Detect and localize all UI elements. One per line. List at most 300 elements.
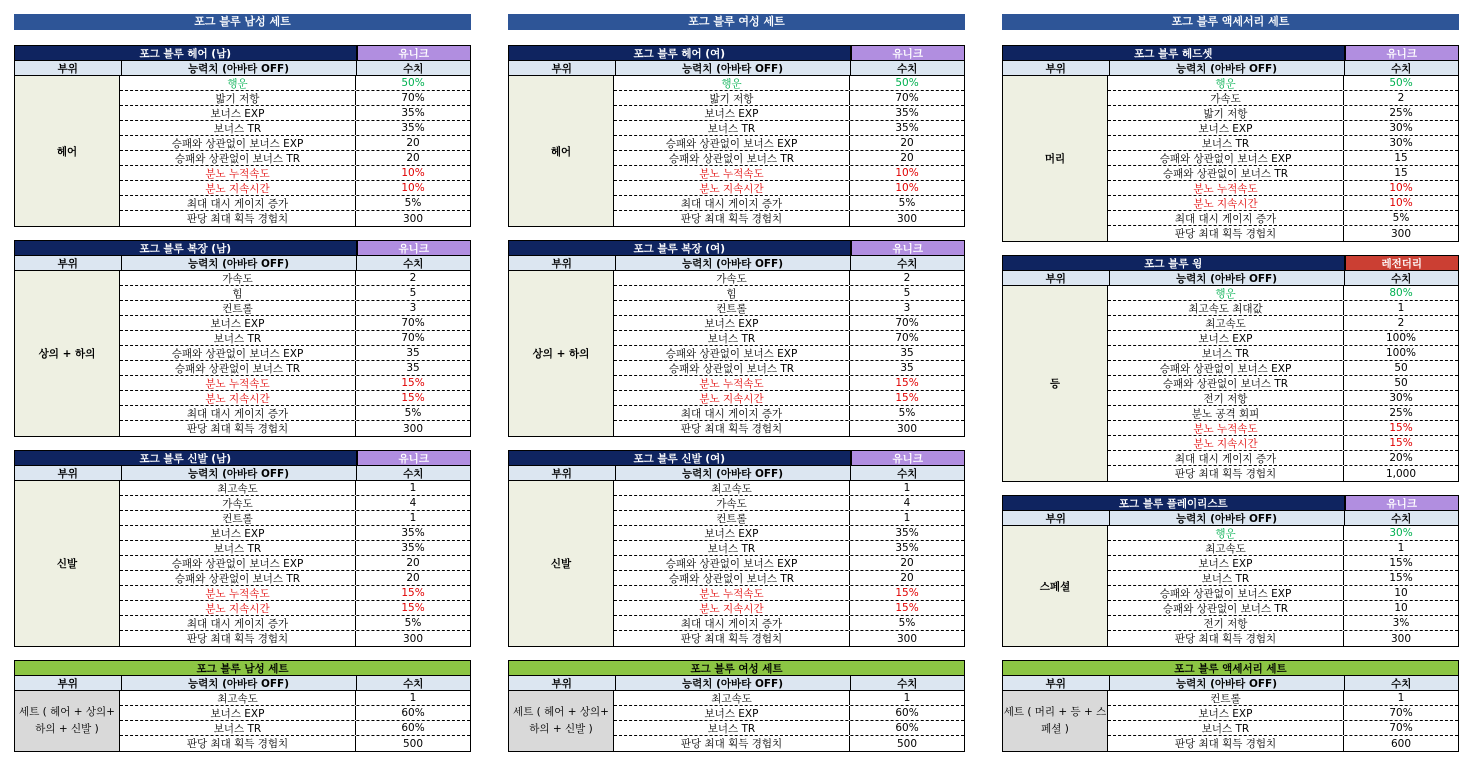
stat-name: 분노 지속시간 <box>1108 436 1344 450</box>
stat-value: 30% <box>1389 527 1413 539</box>
stat-row <box>120 631 470 646</box>
stat-list <box>1108 691 1458 751</box>
column-header-part: 부위 <box>1003 271 1110 285</box>
stat-name: 최대 대시 게이지 증가 <box>1108 451 1344 465</box>
stat-value: 5% <box>1392 212 1410 224</box>
stat-value: 100% <box>1385 332 1417 344</box>
stat-name: 판당 최대 획득 경험치 <box>120 421 356 436</box>
stat-name: 최고속도 <box>1108 316 1344 330</box>
stat-name: 보너스 EXP <box>1108 706 1344 720</box>
stat-value: 70% <box>1389 722 1413 734</box>
column-header-row <box>15 61 470 76</box>
stat-row <box>614 706 964 721</box>
rarity-badge: 유니크 <box>1345 496 1459 510</box>
stat-name: 최대 대시 게이지 증가 <box>120 406 356 420</box>
stat-name: 판당 최대 획득 경험치 <box>120 631 356 646</box>
stat-row <box>614 391 964 406</box>
part-cell: 헤어 <box>509 76 614 226</box>
stat-name: 판당 최대 획득 경험치 <box>1108 631 1344 646</box>
stat-name: 분노 지속시간 <box>120 181 356 195</box>
stat-row <box>614 271 964 286</box>
stat-row <box>1108 331 1458 346</box>
stat-row <box>120 301 470 316</box>
stat-name: 승패와 상관없이 보너스 EXP <box>1108 151 1344 165</box>
stat-row <box>614 361 964 376</box>
stat-row <box>614 616 964 631</box>
table-title: 포그 블루 남성 세트 <box>196 662 289 675</box>
column-header-row <box>1003 271 1458 286</box>
stat-table <box>14 660 471 752</box>
stat-row <box>614 331 964 346</box>
stat-value: 20 <box>406 137 420 149</box>
stat-table <box>14 240 471 437</box>
stat-name: 보너스 EXP <box>120 526 356 540</box>
stat-value: 15% <box>895 587 919 599</box>
stat-value: 80% <box>1389 287 1413 299</box>
stat-name: 최대 대시 게이지 증가 <box>1108 211 1344 225</box>
rarity-badge: 유니크 <box>1345 46 1459 60</box>
stat-name: 보너스 EXP <box>614 526 850 540</box>
stat-row <box>614 556 964 571</box>
stat-value: 4 <box>903 497 911 509</box>
stat-row <box>1108 466 1458 481</box>
column-header-stat: 능력치 (아바타 OFF) <box>122 61 357 75</box>
stat-row <box>1108 196 1458 211</box>
stat-row <box>120 556 470 571</box>
stat-name: 승패와 상관없이 보너스 EXP <box>120 556 356 570</box>
stat-name: 승패와 상관없이 보너스 EXP <box>1108 586 1344 600</box>
stat-name: 최고속도 <box>1108 541 1344 555</box>
section-header: 포그 블루 여성 세트 <box>508 14 965 30</box>
stat-name: 분노 지속시간 <box>614 181 850 195</box>
column-header-value: 수치 <box>897 62 918 75</box>
section-header: 포그 블루 액세서리 세트 <box>1002 14 1459 30</box>
stat-name: 분노 누적속도 <box>614 376 850 390</box>
rarity-badge: 유니크 <box>851 46 965 60</box>
stat-row <box>614 541 964 556</box>
stat-name: 분노 지속시간 <box>1108 196 1344 210</box>
stat-value: 300 <box>402 212 424 225</box>
stat-row <box>614 496 964 511</box>
stat-row <box>1108 346 1458 361</box>
stat-row <box>1108 601 1458 616</box>
stat-row <box>120 526 470 541</box>
stat-name: 최대 대시 게이지 증가 <box>614 616 850 630</box>
stat-name: 분노 지속시간 <box>120 601 356 615</box>
part-cell: 헤어 <box>15 76 120 226</box>
stat-name: 최대 대시 게이지 증가 <box>120 196 356 210</box>
stat-name: 보너스 TR <box>1108 721 1344 735</box>
stat-name: 행운 <box>1108 76 1344 90</box>
stat-value: 3 <box>409 302 417 314</box>
stat-value: 35% <box>401 542 425 554</box>
stat-value: 10% <box>895 167 919 179</box>
stat-row <box>120 166 470 181</box>
stat-row <box>120 481 470 496</box>
stat-value: 20 <box>900 137 914 149</box>
stat-value: 1 <box>409 512 417 524</box>
table-title-row <box>15 46 470 61</box>
column-header-row <box>15 466 470 481</box>
stat-row <box>614 91 964 106</box>
stat-value: 35 <box>406 362 420 374</box>
stat-value: 3% <box>1392 617 1410 629</box>
column-header-row <box>1003 676 1458 691</box>
stat-value: 20 <box>406 557 420 569</box>
stat-value: 300 <box>896 422 918 435</box>
stat-name: 보너스 EXP <box>1108 331 1344 345</box>
stat-value: 2 <box>1397 92 1405 104</box>
stat-value: 20 <box>900 572 914 584</box>
stat-name: 최고속도 <box>120 481 356 495</box>
stat-name: 승패와 상관없이 보너스 EXP <box>120 346 356 360</box>
stat-row <box>120 136 470 151</box>
stat-name: 최대 대시 게이지 증가 <box>120 616 356 630</box>
stat-name: 분노 누적속도 <box>1108 421 1344 435</box>
stat-name: 컨트롤 <box>120 301 356 315</box>
column-header-row <box>15 676 470 691</box>
stat-row <box>1108 541 1458 556</box>
table-title: 포그 블루 윙 <box>1003 256 1345 270</box>
stat-value: 60% <box>895 707 919 719</box>
stat-name: 밟기 저항 <box>614 91 850 105</box>
stat-name: 컨트롤 <box>614 511 850 525</box>
stat-name: 힘 <box>120 286 356 300</box>
stat-row <box>1108 121 1458 136</box>
stat-name: 밟기 저항 <box>120 91 356 105</box>
stat-row <box>1108 691 1458 706</box>
table-title-row <box>1003 256 1458 271</box>
part-cell: 상의 + 하의 <box>15 271 120 436</box>
stat-value: 2 <box>409 272 417 284</box>
stat-name: 분노 누적속도 <box>614 166 850 180</box>
stat-row <box>614 721 964 736</box>
table-title: 포그 블루 신발 (남) <box>15 451 357 465</box>
stat-row <box>120 421 470 436</box>
stat-row <box>120 496 470 511</box>
stat-row <box>614 511 964 526</box>
stat-name: 가속도 <box>120 496 356 510</box>
stat-row <box>1108 361 1458 376</box>
table-body <box>1003 526 1458 646</box>
table-body <box>1003 76 1458 241</box>
stat-name: 보너스 TR <box>614 721 850 735</box>
stat-value: 100% <box>1385 347 1417 359</box>
stat-name: 판당 최대 획득 경험치 <box>614 211 850 226</box>
column-header-value: 수치 <box>897 257 918 270</box>
stat-value: 5 <box>409 287 417 299</box>
stat-name: 가속도 <box>614 271 850 285</box>
column-header-stat: 능력치 (아바타 OFF) <box>122 676 357 690</box>
stat-value: 1 <box>903 482 911 494</box>
stat-value: 2 <box>903 272 911 284</box>
stat-row <box>120 151 470 166</box>
stat-value: 1,000 <box>1385 467 1417 480</box>
stat-value: 50 <box>1394 362 1408 374</box>
column-header-stat: 능력치 (아바타 OFF) <box>122 256 357 270</box>
stat-row <box>614 421 964 436</box>
stat-name: 보너스 EXP <box>120 706 356 720</box>
stat-name: 승패와 상관없이 보너스 TR <box>614 361 850 375</box>
column-header-row <box>1003 61 1458 76</box>
stat-name: 컨트롤 <box>1108 691 1344 705</box>
stat-row <box>614 286 964 301</box>
column-header-part: 부위 <box>509 466 616 480</box>
stat-value: 15% <box>1389 557 1413 569</box>
stat-value: 5% <box>404 407 422 419</box>
stat-value: 300 <box>896 212 918 225</box>
column-header-stat: 능력치 (아바타 OFF) <box>1110 676 1345 690</box>
stat-name: 최대 대시 게이지 증가 <box>614 196 850 210</box>
table-body <box>15 691 470 751</box>
table-body <box>1003 691 1458 751</box>
stat-name: 힘 <box>614 286 850 300</box>
stat-name: 컨트롤 <box>120 511 356 525</box>
stat-name: 가속도 <box>120 271 356 285</box>
stat-row <box>120 706 470 721</box>
part-cell: 세트 ( 헤어 + 상의+ 하의 + 신발 ) <box>15 691 120 751</box>
column-header-value: 수치 <box>897 677 918 690</box>
stat-value: 70% <box>401 317 425 329</box>
stat-name: 승패와 상관없이 보너스 TR <box>1108 601 1344 615</box>
column-header-value: 수치 <box>1391 272 1412 285</box>
stat-value: 300 <box>1390 227 1412 240</box>
column-header-value: 수치 <box>1391 677 1412 690</box>
column-header-part: 부위 <box>509 676 616 690</box>
stat-row <box>120 181 470 196</box>
stat-name: 보너스 TR <box>1108 571 1344 585</box>
stat-value: 35% <box>401 527 425 539</box>
stat-value: 10% <box>1389 197 1413 209</box>
table-title: 포그 블루 헤어 (여) <box>509 46 851 60</box>
stat-row <box>120 721 470 736</box>
stat-row <box>1108 706 1458 721</box>
stat-value: 1 <box>1397 692 1405 704</box>
column-header-value: 수치 <box>1391 512 1412 525</box>
rarity-badge: 유니크 <box>357 451 471 465</box>
table-title: 포그 블루 헤어 (남) <box>15 46 357 60</box>
stat-row <box>1108 721 1458 736</box>
stat-row <box>120 571 470 586</box>
column-header-stat: 능력치 (아바타 OFF) <box>616 256 851 270</box>
stat-value: 10% <box>1389 182 1413 194</box>
stat-value: 30% <box>1389 122 1413 134</box>
table-title-row <box>15 451 470 466</box>
stat-name: 보너스 EXP <box>614 706 850 720</box>
stat-value: 35% <box>895 107 919 119</box>
table-body <box>15 76 470 226</box>
table-body <box>15 271 470 436</box>
stat-row <box>614 571 964 586</box>
table-body <box>1003 286 1458 481</box>
stat-row <box>614 586 964 601</box>
stat-row <box>614 481 964 496</box>
rarity-badge: 유니크 <box>851 451 965 465</box>
stat-value: 60% <box>401 722 425 734</box>
stat-row <box>614 151 964 166</box>
stat-row <box>614 166 964 181</box>
stat-row <box>120 586 470 601</box>
stat-row <box>120 346 470 361</box>
stat-value: 5 <box>903 287 911 299</box>
stat-row <box>1108 106 1458 121</box>
column-header-stat: 능력치 (아바타 OFF) <box>616 61 851 75</box>
stat-value: 20 <box>900 557 914 569</box>
stat-value: 300 <box>1390 632 1412 645</box>
column-header-part: 부위 <box>1003 61 1110 75</box>
column-header-value: 수치 <box>403 677 424 690</box>
stat-value: 15% <box>895 392 919 404</box>
stat-value: 50% <box>401 77 425 89</box>
part-cell: 머리 <box>1003 76 1108 241</box>
stat-row <box>1108 571 1458 586</box>
stat-name: 분노 누적속도 <box>120 586 356 600</box>
stat-value: 1 <box>903 512 911 524</box>
stat-row <box>614 181 964 196</box>
stat-name: 승패와 상관없이 보너스 EXP <box>614 136 850 150</box>
column-header-part: 부위 <box>15 256 122 270</box>
stat-value: 70% <box>895 332 919 344</box>
stat-row <box>614 631 964 646</box>
stat-value: 35 <box>900 362 914 374</box>
stat-row <box>1108 151 1458 166</box>
table-body <box>509 691 964 751</box>
stat-list <box>614 76 964 226</box>
stat-value: 15% <box>1389 437 1413 449</box>
stat-row <box>614 406 964 421</box>
stat-value: 35% <box>895 542 919 554</box>
stat-name: 최고속도 <box>614 481 850 495</box>
stat-value: 5% <box>898 197 916 209</box>
stat-name: 보너스 TR <box>1108 136 1344 150</box>
table-title-row <box>509 451 964 466</box>
column-header-row <box>15 256 470 271</box>
stat-name: 승패와 상관없이 보너스 EXP <box>120 136 356 150</box>
stat-name: 행운 <box>1108 526 1344 540</box>
stat-name: 분노 누적속도 <box>120 166 356 180</box>
stat-row <box>1108 376 1458 391</box>
stat-table <box>1002 660 1459 752</box>
stat-table <box>508 450 965 647</box>
column-header-row <box>509 256 964 271</box>
stat-row <box>120 331 470 346</box>
table-title-row <box>509 661 964 676</box>
stat-name: 판당 최대 획득 경험치 <box>614 736 850 751</box>
table-title-row <box>1003 46 1458 61</box>
stat-value: 15% <box>1389 572 1413 584</box>
stat-value: 4 <box>409 497 417 509</box>
stat-value: 300 <box>402 632 424 645</box>
stat-name: 가속도 <box>614 496 850 510</box>
stat-value: 500 <box>896 737 918 750</box>
part-cell: 상의 + 하의 <box>509 271 614 436</box>
stat-name: 보너스 EXP <box>614 106 850 120</box>
stat-row <box>1108 631 1458 646</box>
table-title: 포그 블루 액세서리 세트 <box>1174 662 1287 675</box>
stat-value: 10 <box>1394 602 1408 614</box>
stat-row <box>1108 91 1458 106</box>
stat-row <box>120 106 470 121</box>
stat-value: 15% <box>401 377 425 389</box>
stat-row <box>1108 436 1458 451</box>
column-header-part: 부위 <box>1003 676 1110 690</box>
stat-row <box>614 526 964 541</box>
column-header-part: 부위 <box>1003 511 1110 525</box>
column-header-stat: 능력치 (아바타 OFF) <box>122 466 357 480</box>
stat-value: 10 <box>1394 587 1408 599</box>
column-header-part: 부위 <box>15 61 122 75</box>
stat-name: 보너스 EXP <box>614 316 850 330</box>
stat-name: 최고속도 <box>120 691 356 705</box>
stat-value: 20% <box>1389 452 1413 464</box>
stat-value: 50 <box>1394 377 1408 389</box>
stat-value: 15% <box>895 602 919 614</box>
stat-row <box>1108 181 1458 196</box>
stat-row <box>1108 736 1458 751</box>
stat-value: 15% <box>1389 422 1413 434</box>
table-body <box>15 481 470 646</box>
stat-value: 15% <box>895 377 919 389</box>
stat-value: 30% <box>1389 392 1413 404</box>
section-header: 포그 블루 남성 세트 <box>14 14 471 30</box>
table-title: 포그 블루 플레이리스트 <box>1003 496 1345 510</box>
stat-name: 밟기 저항 <box>1108 106 1344 120</box>
stat-row <box>614 301 964 316</box>
stat-list <box>1108 526 1458 646</box>
stat-name: 보너스 EXP <box>1108 121 1344 135</box>
stat-row <box>120 541 470 556</box>
stat-row <box>1108 136 1458 151</box>
stat-row <box>1108 226 1458 241</box>
stat-row <box>614 346 964 361</box>
column-header-part: 부위 <box>509 61 616 75</box>
part-cell: 세트 ( 머리 + 등 + 스페셜 ) <box>1003 691 1108 751</box>
stat-row <box>120 391 470 406</box>
stat-row <box>1108 286 1458 301</box>
stat-value: 35% <box>895 122 919 134</box>
stat-row <box>614 106 964 121</box>
stat-name: 컨트롤 <box>614 301 850 315</box>
column-header-stat: 능력치 (아바타 OFF) <box>1110 271 1345 285</box>
column-header-row <box>509 61 964 76</box>
stat-value: 3 <box>903 302 911 314</box>
stat-name: 승패와 상관없이 보너스 TR <box>614 571 850 585</box>
stat-table <box>1002 255 1459 482</box>
stat-name: 보너스 TR <box>614 541 850 555</box>
stat-value: 20 <box>406 152 420 164</box>
stat-value: 70% <box>1389 707 1413 719</box>
column-header-row <box>509 676 964 691</box>
stat-value: 35 <box>406 347 420 359</box>
table-body <box>509 76 964 226</box>
stat-row <box>120 91 470 106</box>
stat-name: 보너스 TR <box>614 331 850 345</box>
stat-value: 15% <box>401 602 425 614</box>
stat-row <box>120 196 470 211</box>
stat-list <box>120 481 470 646</box>
stat-value: 70% <box>895 317 919 329</box>
column-header-stat: 능력치 (아바타 OFF) <box>1110 511 1345 525</box>
stat-row <box>120 691 470 706</box>
stat-row <box>1108 211 1458 226</box>
stat-value: 300 <box>402 422 424 435</box>
stat-row <box>614 601 964 616</box>
stat-name: 분노 지속시간 <box>614 601 850 615</box>
stat-value: 1 <box>1397 302 1405 314</box>
stat-value: 20 <box>406 572 420 584</box>
stat-row <box>1108 391 1458 406</box>
stat-row <box>1108 616 1458 631</box>
